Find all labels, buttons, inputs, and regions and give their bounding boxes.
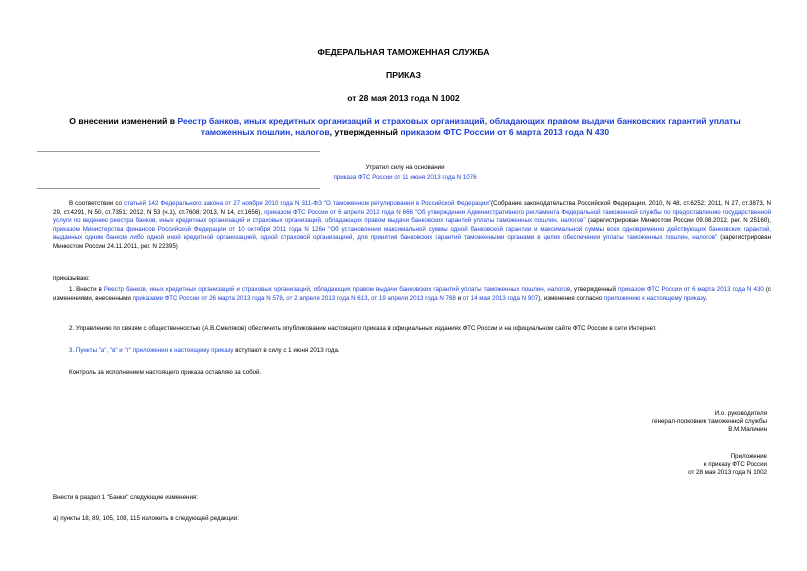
signature-block bbox=[652, 410, 767, 435]
item-1-text: и bbox=[455, 294, 463, 302]
order-word: приказываю: bbox=[53, 275, 90, 282]
changes-item-a: а) пункты 18, 89, 105, 108, 115 изложить в следующей редакции: bbox=[53, 515, 239, 522]
preamble-text: В соответствии со bbox=[69, 200, 124, 207]
agency-title: ФЕДЕРАЛЬНАЯ ТАМОЖЕННАЯ СЛУЖБА bbox=[317, 47, 490, 57]
item-2-paragraph: 2. Управлению по связям с общественностью (А.В.Смеляков) обеспечить опубликование настоящего приказа в официальных изданиях ФТС России и на официальном сайте ФТС России в сети Интернет. bbox=[69, 325, 657, 332]
item-3-text: вступают в силу с 1 июня 2013 года. bbox=[233, 347, 340, 354]
order-430-link[interactable]: приказом ФТС России от 6 марта 2013 года N 430 bbox=[400, 127, 610, 137]
signature-position: И.о. руководителя bbox=[714, 410, 767, 417]
order-1076-link[interactable]: приказа ФТС России от 11 июня 2013 года N 1076 bbox=[333, 173, 477, 181]
item-1-text: . bbox=[705, 294, 708, 302]
appendix-date: от 28 мая 2013 года N 1002 bbox=[688, 469, 767, 477]
order-768-link[interactable]: от 19 апреля 2013 года N 768 bbox=[371, 294, 456, 302]
document-subject bbox=[60, 116, 750, 138]
subject-middle: , утвержденный bbox=[329, 127, 401, 137]
item-3-paragraph bbox=[53, 347, 771, 356]
order-126n-link[interactable]: приказом Министерства финансов Российской Федерации от 10 октября 2011 года N 126н "Об установлении максимальной суммы одной банковской гарантии и максимальной суммы всех одновременно действующих банковских гарантий, выданных одним банком либо одной иной кредитной организацией, одной страховой организацией, для принятия банковских гарантий таможенными органами в целях обеспечения уплаты таможенных пошлин, налогов" bbox=[53, 225, 771, 242]
order-578-link[interactable]: приказами ФТС России от 26 марта 2013 года N 578 bbox=[132, 294, 283, 302]
preamble-text: (зарегистрирован Минюстом России 09.08.2012, рег. N 25160), bbox=[585, 217, 771, 225]
item-1-text: , утвержденный bbox=[570, 286, 618, 293]
signature-name: В.М.Малинин bbox=[728, 426, 767, 434]
item-1-text: (с изменениями, внесенными bbox=[53, 286, 772, 302]
registry-link[interactable]: Реестр банков, иных кредитных организаций и страховых организаций, обладающих правом выдачи банковских гарантий уплаты таможенных пошлин, налогов bbox=[177, 116, 741, 137]
appendix-items-link[interactable]: 3. Пункты "а", "в" и "г" приложения к настоящему приказу bbox=[69, 347, 234, 354]
subject-prefix: О внесении изменений в bbox=[69, 116, 178, 126]
changes-intro: Внести в раздел 1 "Банки" следующие изменения: bbox=[53, 494, 198, 501]
control-paragraph: Контроль за исполнением настоящего приказа оставляю за собой. bbox=[69, 369, 262, 376]
registry-link-2[interactable]: Реестр банков, иных кредитных организаций и страховых организаций, обладающих правом выдачи банковских гарантий уплаты таможенных пошлин, налогов bbox=[103, 286, 571, 293]
lost-force-note bbox=[320, 163, 490, 182]
item-1-paragraph bbox=[53, 286, 771, 303]
item-1-text: 1. Внести в bbox=[69, 286, 104, 293]
preamble-paragraph bbox=[53, 200, 771, 252]
divider-top bbox=[37, 151, 320, 152]
order-907-link[interactable]: от 14 мая 2013 года N 907 bbox=[462, 294, 539, 302]
preamble-text: (зарегистрирован Минюстом России 24.11.2011, рег. N 22395) bbox=[53, 234, 771, 250]
law-311-link[interactable]: статьей 142 Федерального закона от 27 ноября 2010 года N 311-ФЗ "О таможенном регулировании в Российской Федерации" bbox=[123, 200, 492, 207]
item-1-text: , bbox=[282, 294, 287, 302]
preamble-text: (Собрание законодательства Российской Федерации, 2010, N 48, ст.6252; 2011, N 27, ст.3873, N 29, ст.4291, N 50, ст.7351; 2012, N 53 (ч.1), ст.7608; 2013, N 14, ст.1656), bbox=[53, 200, 771, 216]
order-430-link-2[interactable]: приказом ФТС России от 6 марта 2013 года N 430 bbox=[617, 286, 764, 293]
signature-rank: генерал-полковник таможенной службы bbox=[652, 418, 767, 426]
lost-force-text: Утратил силу на основании bbox=[365, 164, 445, 171]
document-type: ПРИКАЗ bbox=[386, 70, 421, 80]
document-date-number: от 28 мая 2013 года N 1002 bbox=[347, 93, 460, 103]
appendix-header bbox=[688, 453, 767, 478]
appendix-ref: к приказу ФТС России bbox=[703, 461, 767, 469]
appendix-title: Приложение bbox=[730, 453, 767, 460]
order-613-link[interactable]: от 2 апреля 2013 года N 613 bbox=[286, 294, 368, 302]
item-1-text: ), изменения согласно bbox=[538, 294, 604, 302]
appendix-link[interactable]: приложению к настоящему приказу bbox=[603, 294, 706, 302]
divider-bottom bbox=[37, 188, 320, 189]
order-666-link[interactable]: приказом ФТС России от 6 апреля 2012 года N 666 "Об утверждении Административного регламента Федеральной таможенной службы по предоставлению государственной услуги по ведению реестра банков, иных кредитных организаций и страховых организаций, обладающих правом выдачи банковских гарантий уплаты таможенных пошлин, налогов" bbox=[53, 208, 772, 225]
item-1-text: , bbox=[367, 294, 372, 302]
